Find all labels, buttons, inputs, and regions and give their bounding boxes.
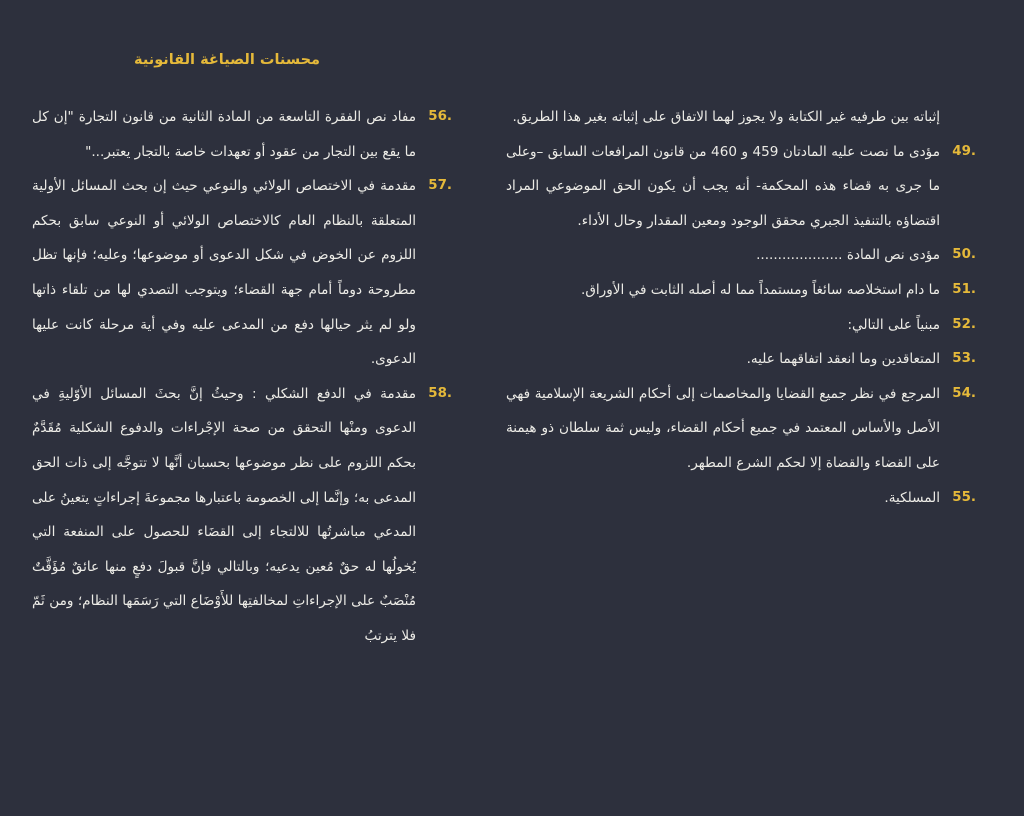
list-item-56: [32, 100, 452, 169]
section-title: محسنات الصياغة القانونية: [134, 52, 320, 68]
item-number: 58.: [428, 385, 452, 401]
item-text: مؤدى ما نصت عليه المادتان 459 و 460 من قانون المرافعات السابق –وعلى ما جرى به قضاء هذه المحكمة- أنه يجب أن يكون الحق الموضوعي المراد اقتضاؤه بالتنفيذ الجبري محقق الوجود ومعين المقدار وحال الأداء.: [506, 143, 940, 229]
left-column: [32, 100, 452, 654]
item-text: مبنياً على التالي:: [847, 316, 940, 333]
list-item-52: [506, 308, 976, 343]
item-text: المرجع في نظر جميع القضايا والمخاصمات إلى أحكام الشريعة الإسلامية فهي الأصل والأساس المعتمد في جميع أحكام القضاء، وليس ثمة سلطان ذو هيمنة على القضاء والقضاة إلا لحكم الشرع المطهر.: [506, 385, 940, 471]
item-number: 52.: [952, 316, 976, 332]
list-item-58: [32, 377, 452, 654]
item-number: 55.: [952, 489, 976, 505]
item-text: مفاد نص الفقرة التاسعة من المادة الثانية من قانون التجارة "إن كل ما يقع بين التجار من عقود أو تعهدات خاصة بالتجار يعتبر...": [32, 109, 416, 160]
item-number: 57.: [428, 178, 452, 194]
list-item-55: [506, 481, 976, 516]
item-text: مؤدى نص المادة ....................: [756, 247, 940, 264]
item-text: مقدمة في الدفع الشكلي : وحيثُ إنَّ بحثَ المسائل الأوّليةِ في الدعوى ومنْها التحقق من صحة الإجْراءات والدفوع الشكلية مُقَدَّمٌ بحكم اللزوم على نظر موضوعها بحسبان أنَّها لا تتوجَّه إلى ذات الحق المدعى به؛ وإنَّما إلى الخصومة باعتبارها مجموعةَ إجراءاتٍ يتعينُ على المدعي مباشرتُها للالتجاء إلى القضَاء للحصول على المنفعة التي يُخولُها له حقٌ مُعين يدعيه؛ وبالتالي فإنَّ قبولَ دفعٍ منها عائقٌ مُؤَقَّتٌ مُنْصَبٌ على الإجراءاتِ لمخالفتِها للأَوْضَاع التي رَسَمَها النظام؛ ومن ثَمّ فلا يترتبُ: [32, 385, 416, 644]
item-text: المسلكية.: [884, 489, 940, 506]
item-text: المتعاقدين وما انعقد اتفاقهما عليه.: [746, 351, 940, 368]
item-number: 50.: [952, 247, 976, 263]
item-number: 53.: [952, 351, 976, 367]
list-item-50: [506, 238, 976, 273]
right-column: [506, 100, 976, 515]
list-item-51: [506, 273, 976, 308]
item-text: ما دام استخلاصه سائغاً ومستمداً مما له أصله الثابت في الأوراق.: [581, 281, 940, 298]
continued-paragraph: إثباته بين طرفيه غير الكتابة ولا يجوز لهما الاتفاق على إثباته بغير هذا الطريق.: [512, 109, 940, 125]
list-item-53: [506, 342, 976, 377]
list-item-54: [506, 377, 976, 481]
list-item-49: [506, 135, 976, 239]
item-number: 56.: [428, 109, 452, 124]
list-item-57: [32, 169, 452, 377]
item-number: 51.: [952, 281, 976, 297]
item-number: 49.: [952, 143, 976, 159]
item-number: 54.: [952, 385, 976, 401]
item-text: مقدمة في الاختصاص الولائي والنوعي حيث إن بحث المسائل الأولية المتعلقة بالنظام العام كالاختصاص الولائي أو النوعي سابق بحكم اللزوم عن الخوض في شكل الدعوى أو موضوعها؛ وعليه؛ فإنها تظل مطروحة دوماً أمام جهة القضاء؛ ويتوجب التصدي لها من تلقاء ذاتها ولو لم يثر حيالها دفع من المدعى عليه وفي أية مرحلة كانت عليها الدعوى.: [32, 178, 416, 368]
